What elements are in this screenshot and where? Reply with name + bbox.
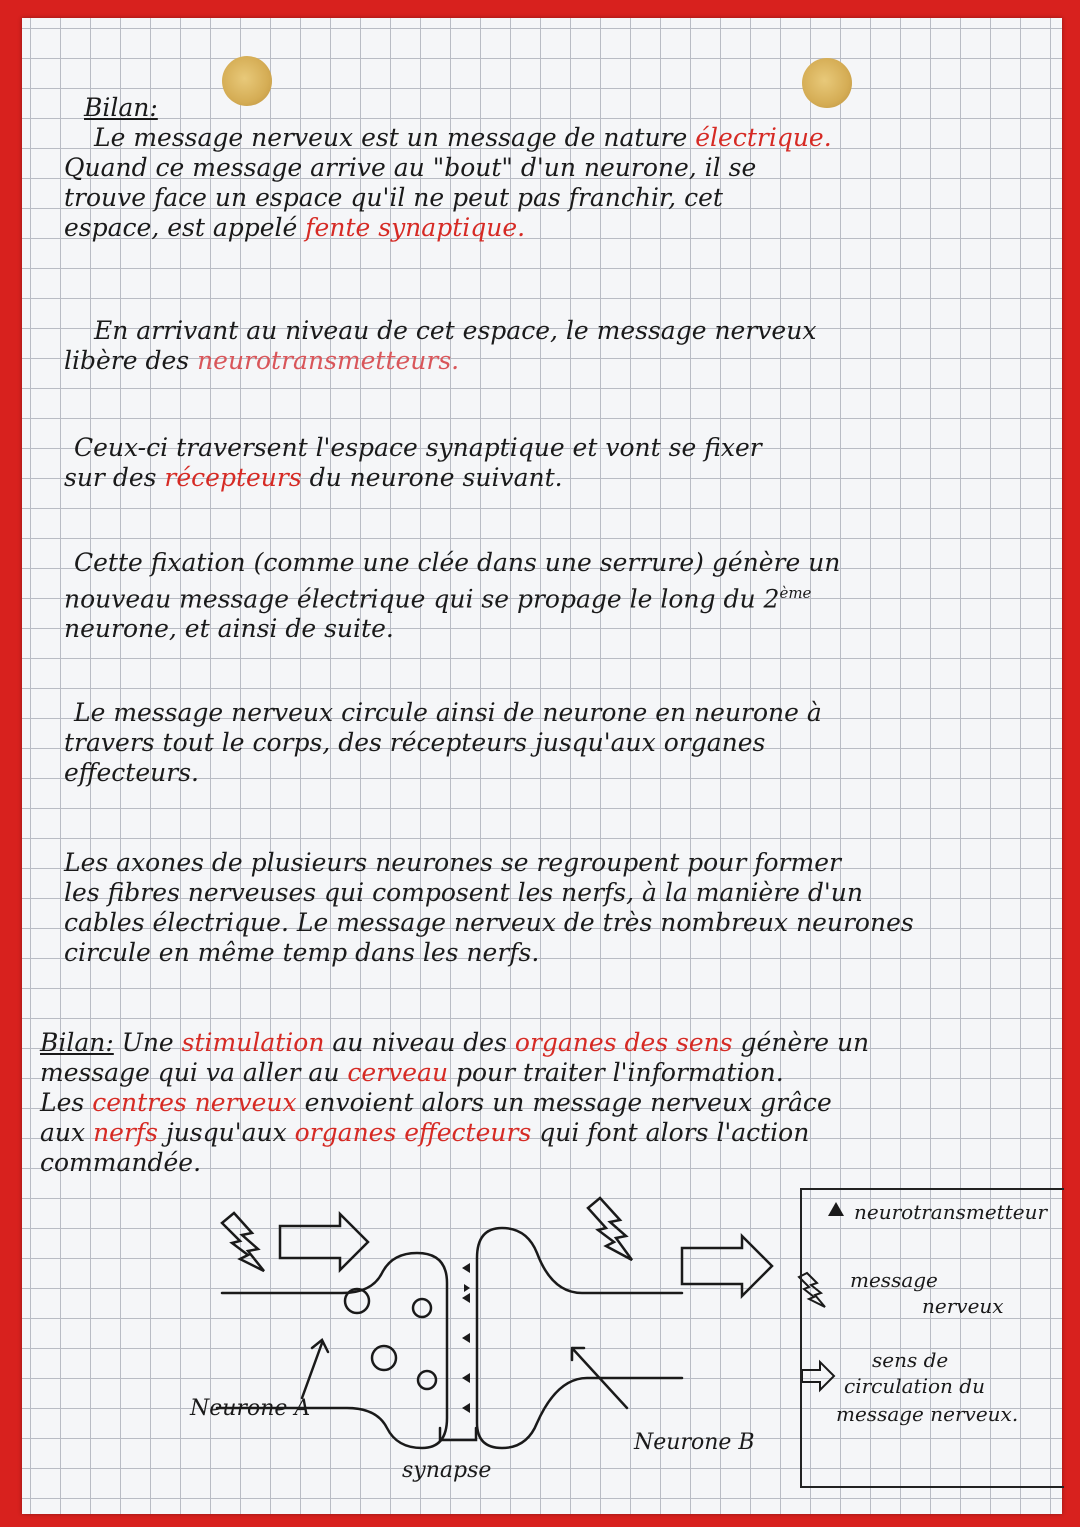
text-line: neurone, et ainsi de suite. [64,614,394,644]
text-line: message qui va aller au cerveau pour traiter l'information. [40,1058,784,1087]
label-neurone-b: Neurone B [634,1430,755,1455]
vesicle-icon [418,1371,436,1389]
legend-direction-line2: circulation du [844,1374,985,1398]
notebook-page [22,18,1062,1514]
lightning-icon [588,1198,632,1260]
text-line: effecteurs. [64,758,199,787]
text-line: travers tout le corps, des récepteurs jusqu'aux organes [64,728,766,757]
text-line: nouveau message électrique qui se propage le long du 2ème [64,584,812,614]
text-line: circule en même temp dans les nerfs. [64,938,540,967]
legend-box [800,1188,1064,1488]
receptor-icon [464,1284,470,1292]
legend-message-line2: nerveux [922,1294,1004,1318]
text-line: En arrivant au niveau de cet espace, le message nerveux [94,316,817,345]
text-line: espace, est appelé fente synaptique. [64,213,526,242]
text-line: Cette fixation (comme une clée dans une serrure) génère un [74,548,841,577]
arrow-right-icon [280,1214,368,1270]
legend-direction-line1: sens de [872,1348,949,1372]
bilan-title: Bilan: [84,93,158,122]
neurone-b-outline [477,1228,682,1448]
text-line: cables électrique. Le message nerveux de très nombreux neurones [64,908,914,937]
legend-direction-line3: message nerveux. [836,1402,1019,1426]
text-line: trouve face un espace qu'il ne peut pas franchir, cet [64,183,723,212]
text-line: Bilan: Une stimulation au niveau des organes des sens génère un [40,1028,870,1057]
label-synapse: synapse [402,1458,492,1483]
arrow-right-icon [682,1236,772,1296]
receptor-icon [462,1333,470,1343]
lightning-icon [222,1213,264,1271]
receptor-icon [462,1403,470,1413]
text-line: aux nerfs jusqu'aux organes effecteurs qui font alors l'action [40,1118,810,1147]
text-line: sur des récepteurs du neurone suivant. [64,463,563,492]
text-line: Quand ce message arrive au "bout" d'un neurone, il se [64,153,757,182]
label-neurone-a: Neurone A [190,1396,311,1421]
vesicle-icon [413,1299,431,1317]
receptor-icon [462,1293,470,1303]
text-line: libère des neurotransmetteurs. [64,346,460,375]
receptor-icon [462,1263,470,1273]
text-line: Les axones de plusieurs neurones se regroupent pour former [64,848,841,877]
bilan-title: Bilan: [40,1028,114,1057]
receptor-icon [462,1373,470,1383]
vesicle-icon [372,1346,396,1370]
text-line: les fibres nerveuses qui composent les nerfs, à la manière d'un [64,878,863,907]
text-line: commandée. [40,1148,202,1177]
legend-neurotransmitter: neurotransmetteur [854,1200,1048,1224]
legend-message-line1: message [850,1268,938,1292]
text-line: Les centres nerveux envoient alors un message nerveux grâce [40,1088,832,1117]
text-line: Le message nerveux circule ainsi de neurone en neurone à [74,698,822,727]
text-line: Le message nerveux est un message de nature électrique. [94,123,832,152]
text-line: Ceux-ci traversent l'espace synaptique et vont se fixer [74,433,762,462]
